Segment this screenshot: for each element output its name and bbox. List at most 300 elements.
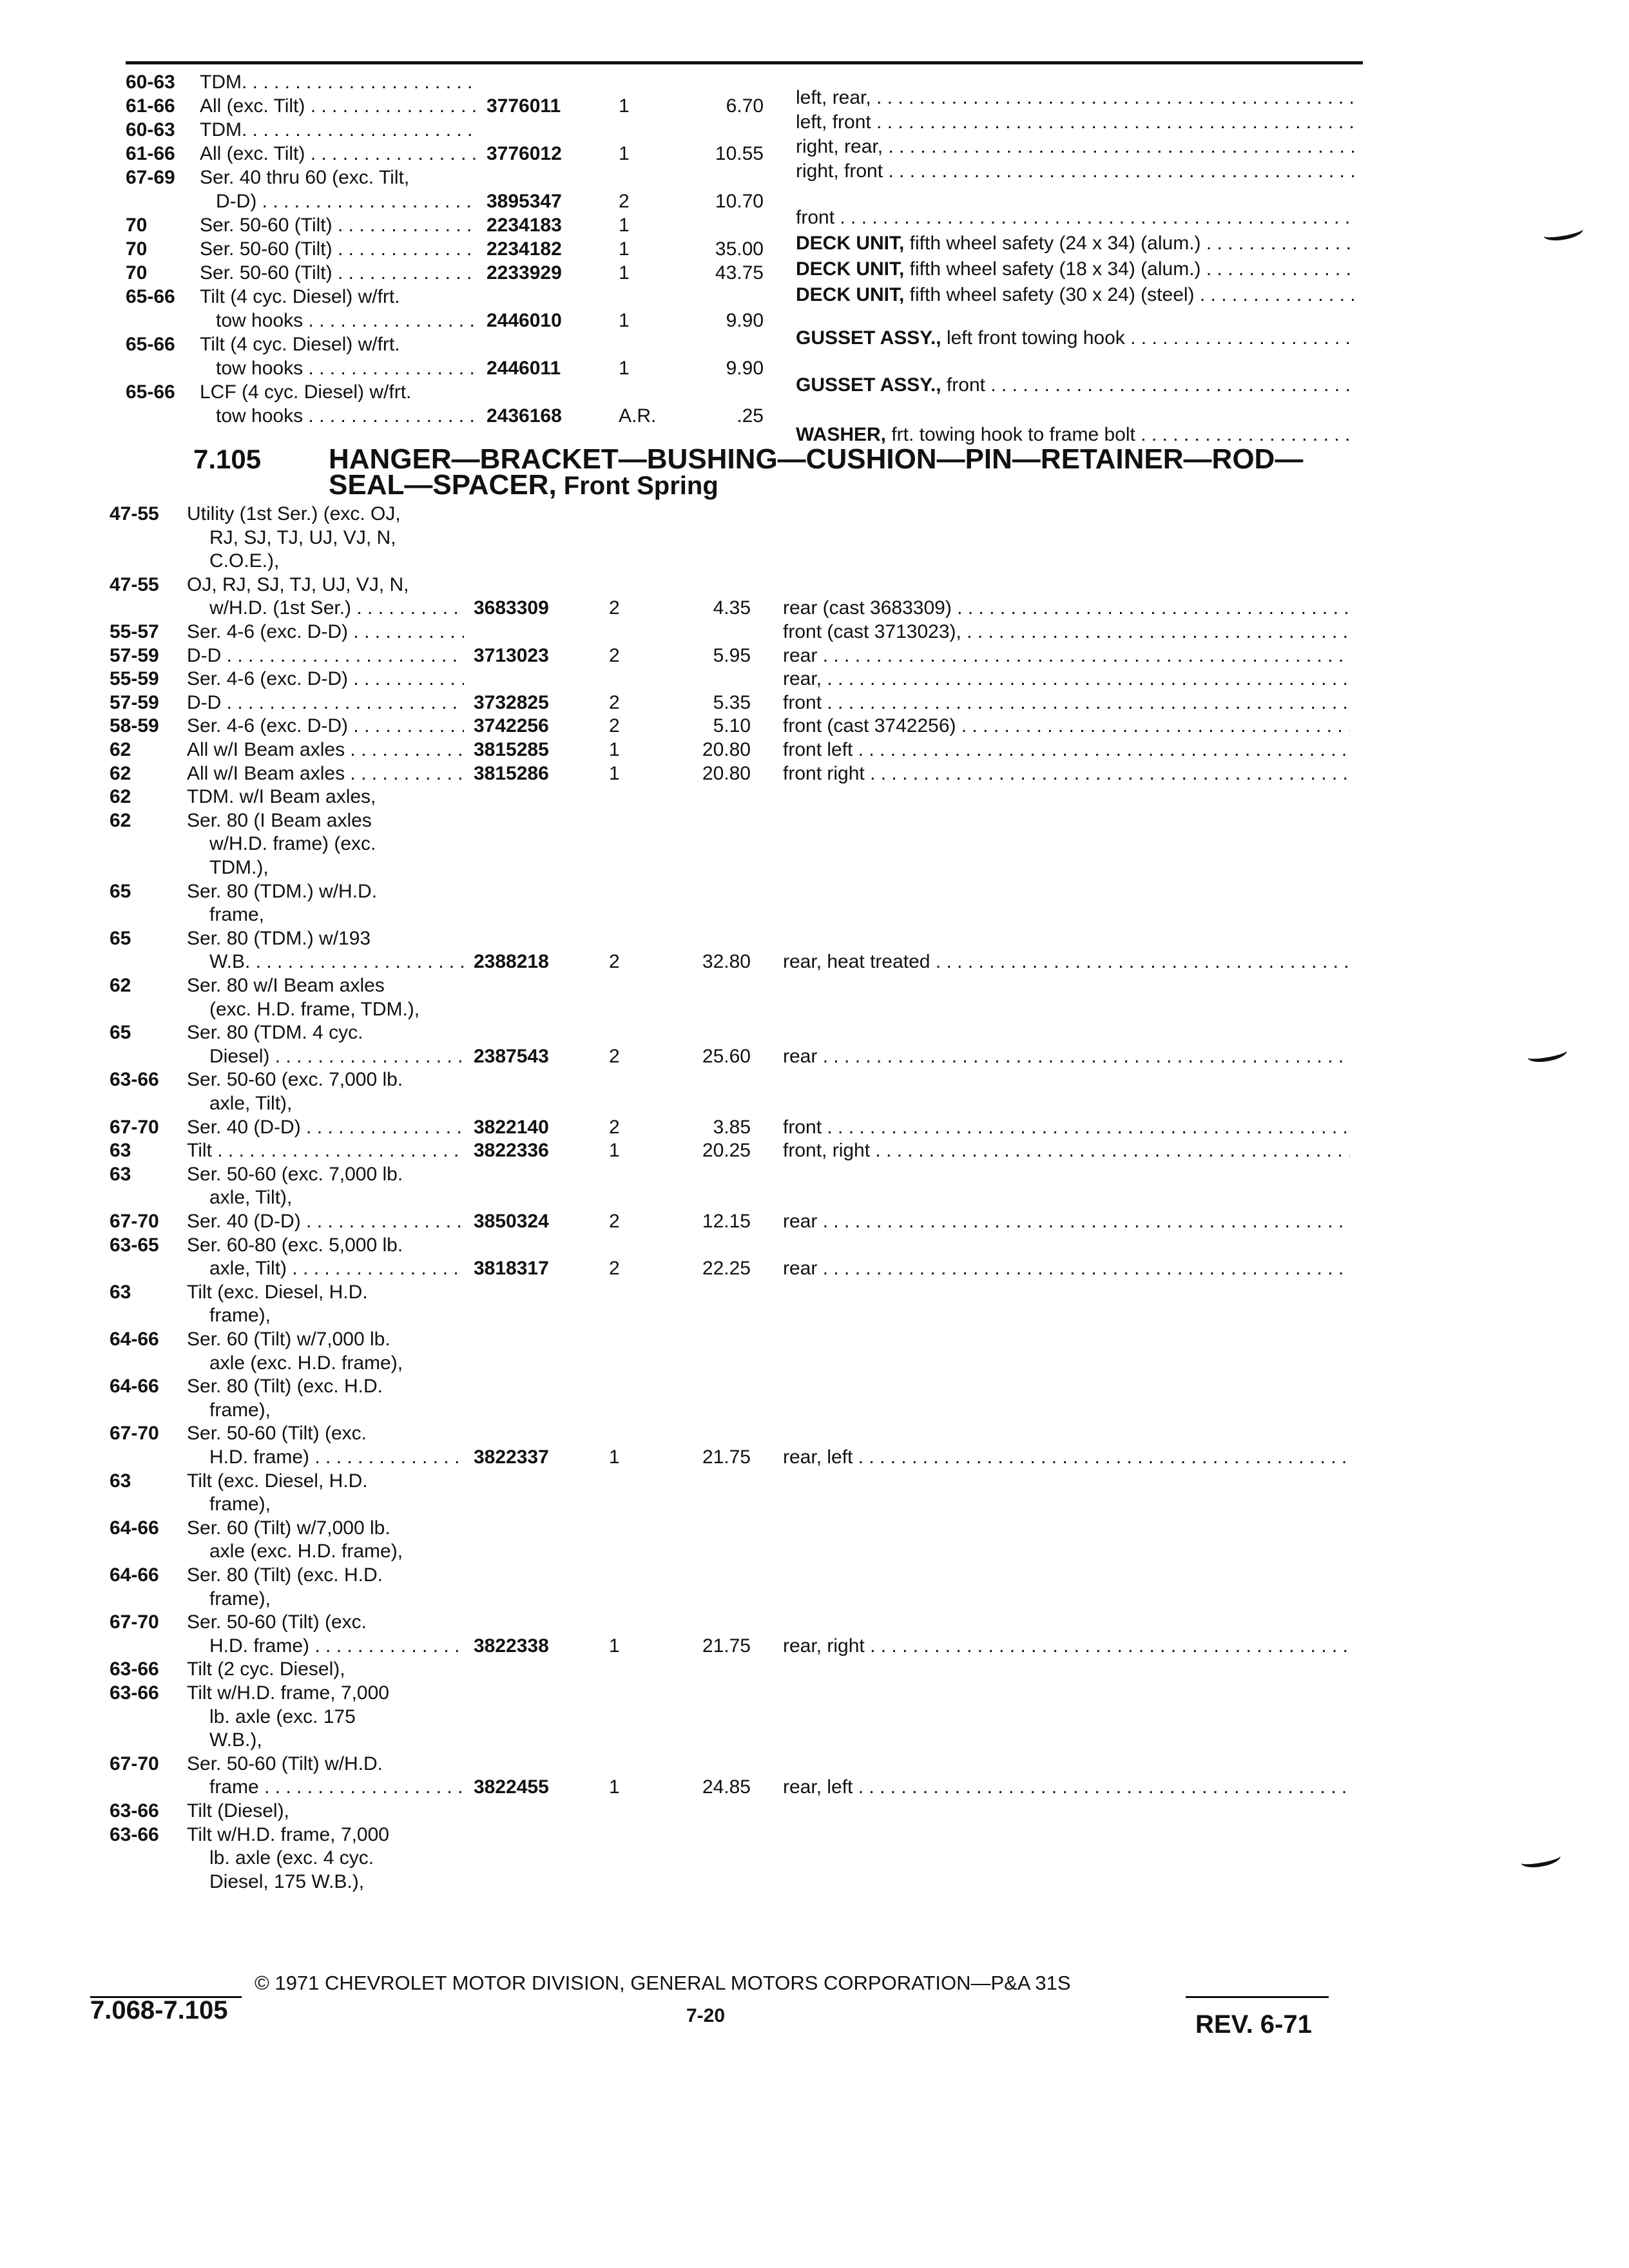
parts-row: [0, 1233, 1629, 1258]
list-price: 43.75: [715, 262, 764, 284]
parts-row: [0, 1539, 1629, 1564]
parts-row: [0, 831, 1629, 857]
part-detail: frt. towing hook to frame bolt: [886, 424, 1135, 445]
parts-row: [0, 1115, 1629, 1140]
model-years: 62: [110, 762, 131, 784]
part-number: 3815286: [474, 762, 549, 784]
parts-row: [0, 997, 1629, 1023]
quantity: 1: [609, 739, 620, 760]
footer-page-number: 7-20: [686, 2005, 726, 2026]
quantity: 1: [619, 143, 630, 164]
part-detail: fifth wheel safety (18 x 34) (alum.): [904, 258, 1201, 280]
model-years: 65: [110, 880, 131, 902]
top-rule: [126, 61, 1363, 64]
list-price: 20.80: [702, 739, 751, 760]
part-description: front right . . .: [783, 761, 1350, 787]
model-years: 67-70: [110, 1211, 159, 1232]
parts-row: [0, 1633, 1629, 1659]
application-description: Diesel, 175 W.B.),: [209, 1870, 365, 1892]
part-description: [796, 85, 1356, 111]
application-description: Ser. 80 (TDM. 4 cyc.: [187, 1022, 363, 1044]
parts-row: [0, 1822, 1629, 1848]
application-description: Ser. 80 (TDM.) w/H.D.: [187, 880, 378, 902]
model-years: 62: [110, 739, 131, 760]
application-description: Ser. 4-6 (exc. D-D) . . .: [187, 666, 464, 692]
parts-row: [0, 902, 1629, 928]
quantity: 1: [619, 95, 630, 117]
model-years: 63-66: [110, 1069, 159, 1091]
application-description: Tilt (2 cyc. Diesel),: [187, 1658, 345, 1680]
quantity: 1: [609, 1446, 620, 1468]
model-years: 62: [110, 786, 131, 808]
application-description: TDM.),: [209, 857, 269, 878]
quantity: 1: [619, 310, 630, 331]
parts-row: [0, 1468, 1629, 1494]
model-years: 63-66: [110, 1682, 159, 1704]
part-detail: front: [796, 207, 835, 228]
part-description: rear, . . .: [783, 666, 1350, 692]
part-description: [796, 110, 1356, 135]
part-detail: left, rear,: [796, 87, 871, 108]
application-description: W.B.),: [209, 1729, 262, 1751]
list-price: 21.75: [702, 1635, 751, 1657]
part-detail: right, front: [796, 160, 883, 182]
footer-section-range: 7.068-7.105: [90, 1996, 228, 2024]
model-years: 67-70: [110, 1116, 159, 1138]
application-description: frame),: [209, 1494, 271, 1515]
quantity: 1: [619, 215, 630, 236]
application-description: frame),: [209, 1399, 271, 1421]
parts-row: [0, 1751, 1629, 1777]
application-description: Ser. 40 (D-D) . . .: [187, 1115, 464, 1140]
model-years: 63-65: [110, 1234, 159, 1256]
parts-row: [0, 784, 1629, 810]
application-description: Ser. 50-60 (Tilt) . . .: [200, 213, 477, 238]
model-years: 67-69: [126, 167, 175, 188]
application-description: Ser. 40 (D-D) . . .: [187, 1209, 464, 1235]
part-description: rear . . .: [783, 1256, 1350, 1282]
part-description: [796, 231, 1356, 256]
application-description: All w/I Beam axles . . .: [187, 761, 464, 787]
application-description: RJ, SJ, TJ, UJ, VJ, N,: [209, 526, 396, 548]
parts-row: [0, 713, 1629, 739]
parts-row: [0, 1774, 1629, 1800]
application-description: TDM. . . .: [200, 117, 477, 143]
part-number: 2234182: [487, 238, 562, 260]
part-description: front (cast 3742256) . . .: [783, 713, 1350, 739]
list-price: 25.60: [702, 1045, 751, 1067]
list-price: 5.10: [713, 715, 751, 737]
parts-row: [0, 855, 1629, 881]
part-description: rear, left . . .: [783, 1445, 1350, 1470]
part-number: 3683309: [474, 597, 549, 619]
part-number: 3895347: [487, 191, 562, 212]
part-number: 3822338: [474, 1635, 549, 1657]
part-number: 3822455: [474, 1776, 549, 1798]
application-description: Diesel) . . .: [209, 1044, 464, 1070]
list-price: .25: [737, 405, 764, 427]
model-years: 62: [110, 809, 131, 831]
parts-row: [0, 1562, 1629, 1588]
model-years: 67-70: [110, 1423, 159, 1445]
part-name: DECK UNIT,: [796, 233, 905, 254]
application-description: Tilt (exc. Diesel, H.D.: [187, 1281, 368, 1303]
part-name: DECK UNIT,: [796, 284, 905, 305]
application-description: tow hooks . . .: [216, 356, 477, 381]
application-description: W.B. . . .: [209, 949, 464, 975]
list-price: 20.80: [702, 762, 751, 784]
quantity: 1: [619, 238, 630, 260]
parts-row: [0, 1374, 1629, 1399]
quantity: 2: [609, 644, 620, 666]
application-description: All (exc. Tilt) . . .: [200, 141, 477, 167]
part-number: 2234183: [487, 215, 562, 236]
list-price: 24.85: [702, 1776, 751, 1798]
parts-row: [0, 690, 1629, 716]
model-years: 47-55: [110, 503, 159, 524]
part-name: WASHER,: [796, 424, 887, 445]
parts-row: [0, 643, 1629, 669]
application-description: Tilt (4 cyc. Diesel) w/frt.: [200, 286, 400, 307]
parts-row: [0, 1138, 1629, 1164]
parts-row: [0, 1657, 1629, 1682]
part-description: rear . . .: [783, 643, 1350, 669]
application-description: axle, Tilt) . . .: [209, 1256, 464, 1282]
part-number: 2388218: [474, 951, 549, 973]
application-description: Ser. 50-60 (Tilt) . . .: [200, 236, 477, 262]
application-description: Ser. 50-60 (Tilt) (exc.: [187, 1423, 367, 1445]
model-years: 61-66: [126, 143, 175, 164]
model-years: 57-59: [110, 691, 159, 713]
model-years: 64-66: [110, 1329, 159, 1350]
application-description: TDM. w/I Beam axles,: [187, 786, 376, 808]
part-number: 3822336: [474, 1140, 549, 1162]
application-description: Ser. 80 (I Beam axles: [187, 809, 372, 831]
part-description: front, right . . .: [783, 1138, 1350, 1164]
model-years: 64-66: [110, 1564, 159, 1586]
part-description: rear . . .: [783, 1044, 1350, 1070]
parts-row: [0, 1492, 1629, 1517]
part-detail: right, rear,: [796, 136, 883, 157]
list-price: 5.95: [713, 644, 751, 666]
part-number: 3742256: [474, 715, 549, 737]
section-title-line2: [329, 470, 718, 501]
model-years: 63-66: [110, 1658, 159, 1680]
list-price: 20.25: [702, 1140, 751, 1162]
part-description: rear, left . . .: [783, 1774, 1350, 1800]
part-detail: fifth wheel safety (24 x 34) (alum.): [904, 233, 1201, 254]
quantity: 1: [609, 1635, 620, 1657]
model-years: 65: [110, 927, 131, 949]
model-years: 63: [110, 1163, 131, 1185]
parts-row: [0, 1421, 1629, 1446]
list-price: 10.70: [715, 191, 764, 212]
part-number: 2446011: [487, 358, 561, 379]
model-years: 61-66: [126, 95, 175, 117]
parts-row: [0, 1020, 1629, 1046]
parts-row: [0, 1398, 1629, 1423]
quantity: 2: [609, 1045, 620, 1067]
list-price: 22.25: [702, 1258, 751, 1280]
quantity: 2: [609, 951, 620, 973]
list-price: 32.80: [702, 951, 751, 973]
part-description: front left . . .: [783, 737, 1350, 763]
model-years: 63: [110, 1281, 131, 1303]
parts-row: [0, 595, 1629, 621]
parts-row: [0, 1091, 1629, 1117]
part-description: front . . .: [783, 1115, 1350, 1140]
list-price: 12.15: [702, 1211, 751, 1232]
application-description: tow hooks . . .: [216, 403, 477, 429]
application-description: Ser. 40 thru 60 (exc. Tilt,: [200, 167, 410, 188]
list-price: 9.90: [726, 358, 764, 379]
quantity: 2: [609, 597, 620, 619]
application-description: Ser. 60-80 (exc. 5,000 lb.: [187, 1234, 403, 1256]
quantity: 2: [609, 715, 620, 737]
parts-row: [0, 1327, 1629, 1352]
quantity: 1: [619, 358, 630, 379]
section-title-line1: HANGER—BRACKET—BUSHING—CUSHION—PIN—RETAINER—ROD—: [329, 443, 1304, 475]
model-years: 55-59: [110, 668, 159, 690]
part-detail: front: [941, 374, 985, 396]
application-description: Tilt (4 cyc. Diesel) w/frt.: [200, 334, 400, 355]
parts-row: [0, 1067, 1629, 1093]
application-description: frame),: [209, 1305, 271, 1327]
application-description: (exc. H.D. frame, TDM.),: [209, 998, 420, 1020]
list-price: 5.35: [713, 691, 751, 713]
application-description: OJ, RJ, SJ, TJ, UJ, VJ, N,: [187, 573, 409, 595]
part-description: rear, right . . .: [783, 1633, 1350, 1659]
part-description: [796, 205, 1356, 231]
application-description: Tilt (exc. Diesel, H.D.: [187, 1470, 368, 1492]
model-years: 63: [110, 1470, 131, 1492]
parts-row: [0, 1280, 1629, 1305]
parts-row: [0, 1515, 1629, 1541]
section-title-seal: SEAL—SPACER,: [329, 469, 557, 501]
model-years: 63: [110, 1140, 131, 1162]
model-years: 47-55: [110, 573, 159, 595]
application-description: Tilt . . .: [187, 1138, 464, 1164]
section-number: 7.105: [193, 444, 262, 474]
model-years: 60-63: [126, 72, 175, 93]
quantity: 1: [619, 262, 630, 284]
quantity: 2: [609, 1258, 620, 1280]
application-description: Ser. 4-6 (exc. D-D) . . .: [187, 713, 464, 739]
list-price: 3.85: [713, 1116, 751, 1138]
application-description: lb. axle (exc. 175: [209, 1706, 356, 1727]
list-price: 9.90: [726, 310, 764, 331]
parts-row: [0, 1845, 1629, 1871]
model-years: 65-66: [126, 381, 175, 403]
part-number: 3776011: [487, 95, 561, 117]
application-description: D-D) . . .: [216, 189, 477, 215]
parts-row: [0, 1680, 1629, 1706]
part-number: 3822337: [474, 1446, 549, 1468]
list-price: 21.75: [702, 1446, 751, 1468]
quantity: 2: [609, 691, 620, 713]
parts-row: [0, 501, 1629, 527]
application-description: tow hooks . . .: [216, 308, 477, 334]
model-years: 64-66: [110, 1517, 159, 1539]
part-number: 3732825: [474, 691, 549, 713]
parts-row: [0, 1445, 1629, 1470]
application-description: w/H.D. frame) (exc.: [209, 833, 376, 855]
part-description: [796, 134, 1356, 160]
parts-row: [0, 1704, 1629, 1730]
model-years: 70: [126, 215, 148, 236]
quantity: 2: [609, 1211, 620, 1232]
list-price: 10.55: [715, 143, 764, 164]
model-years: 64-66: [110, 1376, 159, 1398]
footer-copyright: © 1971 CHEVROLET MOTOR DIVISION, GENERAL MOTORS CORPORATION—P&A 31S: [255, 1972, 1071, 1994]
application-description: axle, Tilt),: [209, 1187, 293, 1209]
application-description: lb. axle (exc. 4 cyc.: [209, 1847, 374, 1869]
part-number: 2233929: [487, 262, 562, 284]
part-description: [796, 159, 1356, 184]
part-description: [796, 282, 1356, 308]
application-description: Tilt w/H.D. frame, 7,000: [187, 1682, 389, 1704]
section-title-tail: Front Spring: [556, 472, 718, 500]
model-years: 70: [126, 238, 148, 260]
part-description: rear, heat treated . . .: [783, 949, 1350, 975]
list-price: 4.35: [713, 597, 751, 619]
part-number: 3815285: [474, 739, 549, 760]
parts-row: [0, 666, 1629, 692]
application-description: D-D . . .: [187, 690, 464, 716]
application-description: Tilt w/H.D. frame, 7,000: [187, 1823, 389, 1845]
application-description: Ser. 80 w/I Beam axles: [187, 975, 385, 996]
model-years: 58-59: [110, 715, 159, 737]
application-description: Ser. 50-60 (exc. 7,000 lb.: [187, 1163, 403, 1185]
part-detail: fifth wheel safety (30 x 24) (steel): [904, 284, 1195, 305]
application-description: Utility (1st Ser.) (exc. OJ,: [187, 503, 401, 524]
parts-row: [0, 879, 1629, 905]
parts-row: [0, 926, 1629, 952]
parts-row: [0, 1869, 1629, 1895]
parts-row: [0, 619, 1629, 645]
quantity: 1: [609, 1140, 620, 1162]
parts-row: [0, 1256, 1629, 1282]
parts-row: [0, 761, 1629, 787]
application-description: All (exc. Tilt) . . .: [200, 93, 477, 119]
parts-row: [0, 1798, 1629, 1824]
application-description: C.O.E.),: [209, 550, 280, 572]
application-description: Ser. 60 (Tilt) w/7,000 lb.: [187, 1517, 390, 1539]
model-years: 65: [110, 1022, 131, 1044]
list-price: 35.00: [715, 238, 764, 260]
part-description: front (cast 3713023), . . .: [783, 619, 1350, 645]
parts-row: [0, 1044, 1629, 1070]
parts-row: [0, 1350, 1629, 1376]
model-years: 65-66: [126, 286, 175, 307]
application-description: Ser. 50-60 (Tilt) (exc.: [187, 1611, 367, 1633]
model-years: 62: [110, 975, 131, 996]
application-description: frame),: [209, 1588, 271, 1610]
application-description: Ser. 4-6 (exc. D-D) . . .: [187, 619, 464, 645]
application-description: TDM. . . .: [200, 70, 477, 95]
part-number: 3850324: [474, 1211, 549, 1232]
model-years: 65-66: [126, 334, 175, 355]
part-description: front . . .: [783, 690, 1350, 716]
part-detail: left, front: [796, 111, 871, 133]
part-number: 3818317: [474, 1258, 549, 1280]
application-description: axle (exc. H.D. frame),: [209, 1541, 403, 1562]
quantity: 1: [609, 762, 620, 784]
part-description: rear . . .: [783, 1209, 1350, 1235]
parts-row: [0, 1162, 1629, 1187]
part-number: 2387543: [474, 1045, 549, 1067]
application-description: Ser. 80 (TDM.) w/193: [187, 927, 371, 949]
application-description: Ser. 80 (Tilt) (exc. H.D.: [187, 1564, 383, 1586]
parts-row: [0, 1610, 1629, 1635]
model-years: 67-70: [110, 1611, 159, 1633]
model-years: 55-57: [110, 621, 159, 642]
application-description: D-D . . .: [187, 643, 464, 669]
application-description: frame . . .: [209, 1774, 464, 1800]
part-name: DECK UNIT,: [796, 258, 905, 280]
footer-rule-right: [1186, 1996, 1329, 1998]
part-number: 2446010: [487, 310, 562, 331]
quantity: A.R.: [619, 405, 657, 427]
part-number: 3822140: [474, 1116, 549, 1138]
application-description: Ser. 50-60 (Tilt) . . .: [200, 260, 477, 286]
application-description: frame,: [209, 904, 265, 926]
application-description: All w/I Beam axles . . .: [187, 737, 464, 763]
quantity: 1: [609, 1776, 620, 1798]
parts-row: [0, 1185, 1629, 1211]
model-years: 57-59: [110, 644, 159, 666]
part-number: 2436168: [487, 405, 562, 427]
application-description: Ser. 50-60 (exc. 7,000 lb.: [187, 1069, 403, 1091]
model-years: 67-70: [110, 1753, 159, 1774]
application-description: Tilt (Diesel),: [187, 1800, 289, 1821]
part-name: GUSSET ASSY.,: [796, 327, 941, 349]
model-years: 60-63: [126, 119, 175, 140]
application-description: Ser. 50-60 (Tilt) w/H.D.: [187, 1753, 383, 1774]
part-description: [796, 372, 1356, 398]
quantity: 2: [619, 191, 630, 212]
parts-row: [0, 1586, 1629, 1612]
application-description: axle, Tilt),: [209, 1093, 293, 1114]
model-years: 70: [126, 262, 148, 284]
parts-row: [0, 572, 1629, 598]
parts-row: [0, 1303, 1629, 1329]
parts-row: [0, 973, 1629, 999]
application-description: LCF (4 cyc. Diesel) w/frt.: [200, 381, 412, 403]
parts-row: [0, 525, 1629, 551]
application-description: axle (exc. H.D. frame),: [209, 1352, 403, 1374]
parts-row: [0, 737, 1629, 763]
parts-row: [0, 548, 1629, 574]
model-years: 63-66: [110, 1800, 159, 1821]
list-price: 6.70: [726, 95, 764, 117]
part-number: 3776012: [487, 143, 562, 164]
parts-row: [0, 1727, 1629, 1753]
application-description: H.D. frame) . . .: [209, 1633, 464, 1659]
parts-row: [0, 1209, 1629, 1235]
part-description: [796, 256, 1356, 282]
part-name: GUSSET ASSY.,: [796, 374, 941, 396]
model-years: 63-66: [110, 1823, 159, 1845]
application-description: Ser. 80 (Tilt) (exc. H.D.: [187, 1376, 383, 1398]
part-detail: left front towing hook: [941, 327, 1125, 349]
quantity: 2: [609, 1116, 620, 1138]
part-number: 3713023: [474, 644, 549, 666]
application-description: H.D. frame) . . .: [209, 1445, 464, 1470]
part-description: [796, 325, 1356, 351]
parts-row: [0, 949, 1629, 975]
application-description: Ser. 60 (Tilt) w/7,000 lb.: [187, 1329, 390, 1350]
